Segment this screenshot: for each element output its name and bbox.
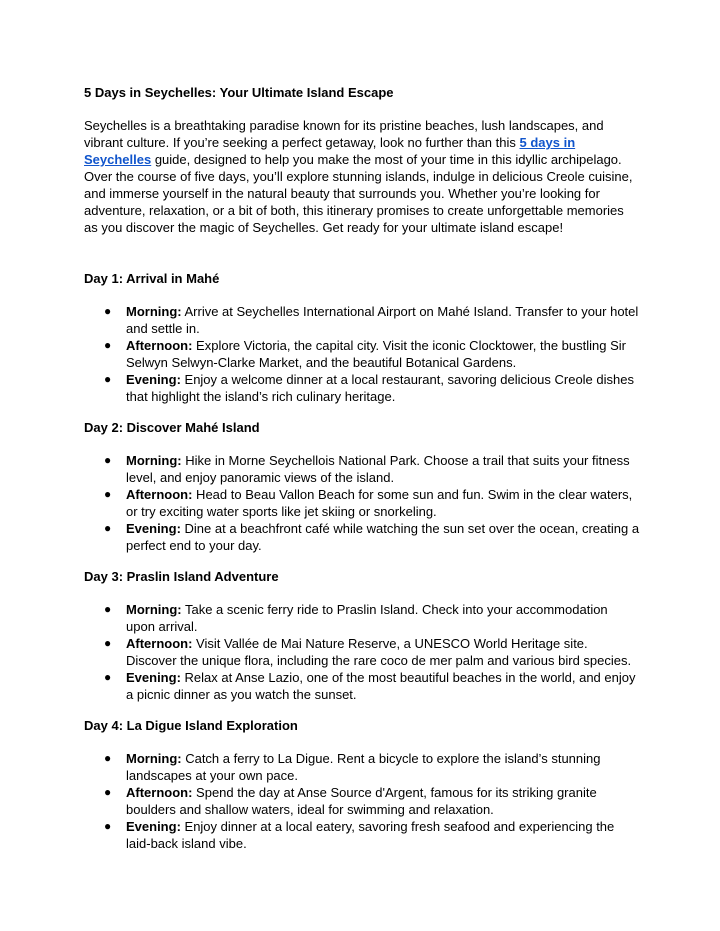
list-item bbox=[84, 784, 640, 818]
intro-paragraph bbox=[84, 117, 640, 236]
bullet-icon: ● bbox=[104, 372, 112, 386]
bullet-icon: ● bbox=[104, 636, 112, 650]
item-text: Head to Beau Vallon Beach for some sun and fun. Swim in the clear waters, or try exciting water sports like jet skiing or snorkeling. bbox=[126, 487, 633, 519]
bullet-icon: ● bbox=[104, 521, 112, 535]
item-label: Afternoon: bbox=[126, 636, 193, 651]
bullet-icon: ● bbox=[104, 487, 112, 501]
document-page bbox=[84, 84, 640, 852]
item-label: Afternoon: bbox=[126, 338, 193, 353]
bullet-icon: ● bbox=[104, 304, 112, 318]
item-label: Morning: bbox=[126, 453, 182, 468]
day-3-list bbox=[84, 601, 640, 703]
bullet-icon: ● bbox=[104, 785, 112, 799]
item-text: Spend the day at Anse Source d'Argent, famous for its striking granite boulders and shallow waters, ideal for swimming and relaxation. bbox=[126, 785, 597, 817]
item-label: Morning: bbox=[126, 751, 182, 766]
bullet-icon: ● bbox=[104, 453, 112, 467]
item-label: Morning: bbox=[126, 304, 182, 319]
bullet-icon: ● bbox=[104, 670, 112, 684]
item-text: Hike in Morne Seychellois National Park. Choose a trail that suits your fitness level, and enjoy panoramic views of the island. bbox=[126, 453, 630, 485]
item-label: Evening: bbox=[126, 521, 181, 536]
list-item bbox=[84, 669, 640, 703]
bullet-icon: ● bbox=[104, 751, 112, 765]
item-text: Relax at Anse Lazio, one of the most beautiful beaches in the world, and enjoy a picnic dinner as you watch the sunset. bbox=[126, 670, 636, 702]
item-text: Dine at a beachfront café while watching the sun set over the ocean, creating a perfect end to your day. bbox=[126, 521, 640, 553]
item-text: Explore Victoria, the capital city. Visit the iconic Clocktower, the bustling Sir Selwyn Selwyn-Clarke Market, and the beautiful Botanical Gardens. bbox=[126, 338, 626, 370]
day-4-list bbox=[84, 750, 640, 852]
bullet-icon: ● bbox=[104, 602, 112, 616]
bullet-icon: ● bbox=[104, 338, 112, 352]
list-item bbox=[84, 635, 640, 669]
day-3-heading: Day 3: Praslin Island Adventure bbox=[84, 569, 279, 584]
list-item bbox=[84, 371, 640, 405]
item-label: Afternoon: bbox=[126, 487, 193, 502]
item-text: Enjoy dinner at a local eatery, savoring fresh seafood and experiencing the laid-back island vibe. bbox=[126, 819, 615, 851]
document-title: 5 Days in Seychelles: Your Ultimate Island Escape bbox=[84, 85, 394, 100]
day-1-heading: Day 1: Arrival in Mahé bbox=[84, 271, 220, 286]
list-item bbox=[84, 337, 640, 371]
item-label: Evening: bbox=[126, 670, 181, 685]
list-item bbox=[84, 303, 640, 337]
list-item bbox=[84, 486, 640, 520]
item-text: Visit Vallée de Mai Nature Reserve, a UNESCO World Heritage site. Discover the unique flora, including the rare coco de mer palm and various bird species. bbox=[126, 636, 632, 668]
list-item bbox=[84, 818, 640, 852]
item-label: Evening: bbox=[126, 372, 181, 387]
item-text: Catch a ferry to La Digue. Rent a bicycle to explore the island’s stunning landscapes at your own pace. bbox=[126, 751, 601, 783]
bullet-icon: ● bbox=[104, 819, 112, 833]
day-2-heading: Day 2: Discover Mahé Island bbox=[84, 420, 260, 435]
guide-link[interactable]: 5 days in Seychelles bbox=[84, 135, 576, 167]
item-text: Arrive at Seychelles International Airport on Mahé Island. Transfer to your hotel and settle in. bbox=[126, 304, 639, 336]
item-text: Enjoy a welcome dinner at a local restaurant, savoring delicious Creole dishes that highlight the island’s rich culinary heritage. bbox=[126, 372, 634, 404]
day-4-heading: Day 4: La Digue Island Exploration bbox=[84, 718, 298, 733]
item-label: Morning: bbox=[126, 602, 182, 617]
intro-text-before-link: Seychelles is a breathtaking paradise known for its pristine beaches, lush landscapes, and vibrant culture. If you’re seeking a perfect getaway, look no further than this bbox=[84, 118, 604, 150]
list-item bbox=[84, 601, 640, 635]
day-2-list bbox=[84, 452, 640, 554]
intro-text-after-link: guide, designed to help you make the most of your time in this idyllic archipelago. Over the course of five days, you’ll explore stunning islands, indulge in delicious Creole cuisine, and immerse yourself in the natural beauty that surrounds you. Whether you’re looking for adventure, relaxation, or a bit of both, this itinerary promises to create unforgettable memories as you discover the magic of Seychelles. Get ready for your ultimate island escape! bbox=[84, 152, 633, 235]
list-item bbox=[84, 750, 640, 784]
list-item bbox=[84, 452, 640, 486]
item-label: Afternoon: bbox=[126, 785, 193, 800]
day-1-list bbox=[84, 303, 640, 405]
item-label: Evening: bbox=[126, 819, 181, 834]
item-text: Take a scenic ferry ride to Praslin Island. Check into your accommodation upon arrival. bbox=[126, 602, 608, 634]
list-item bbox=[84, 520, 640, 554]
